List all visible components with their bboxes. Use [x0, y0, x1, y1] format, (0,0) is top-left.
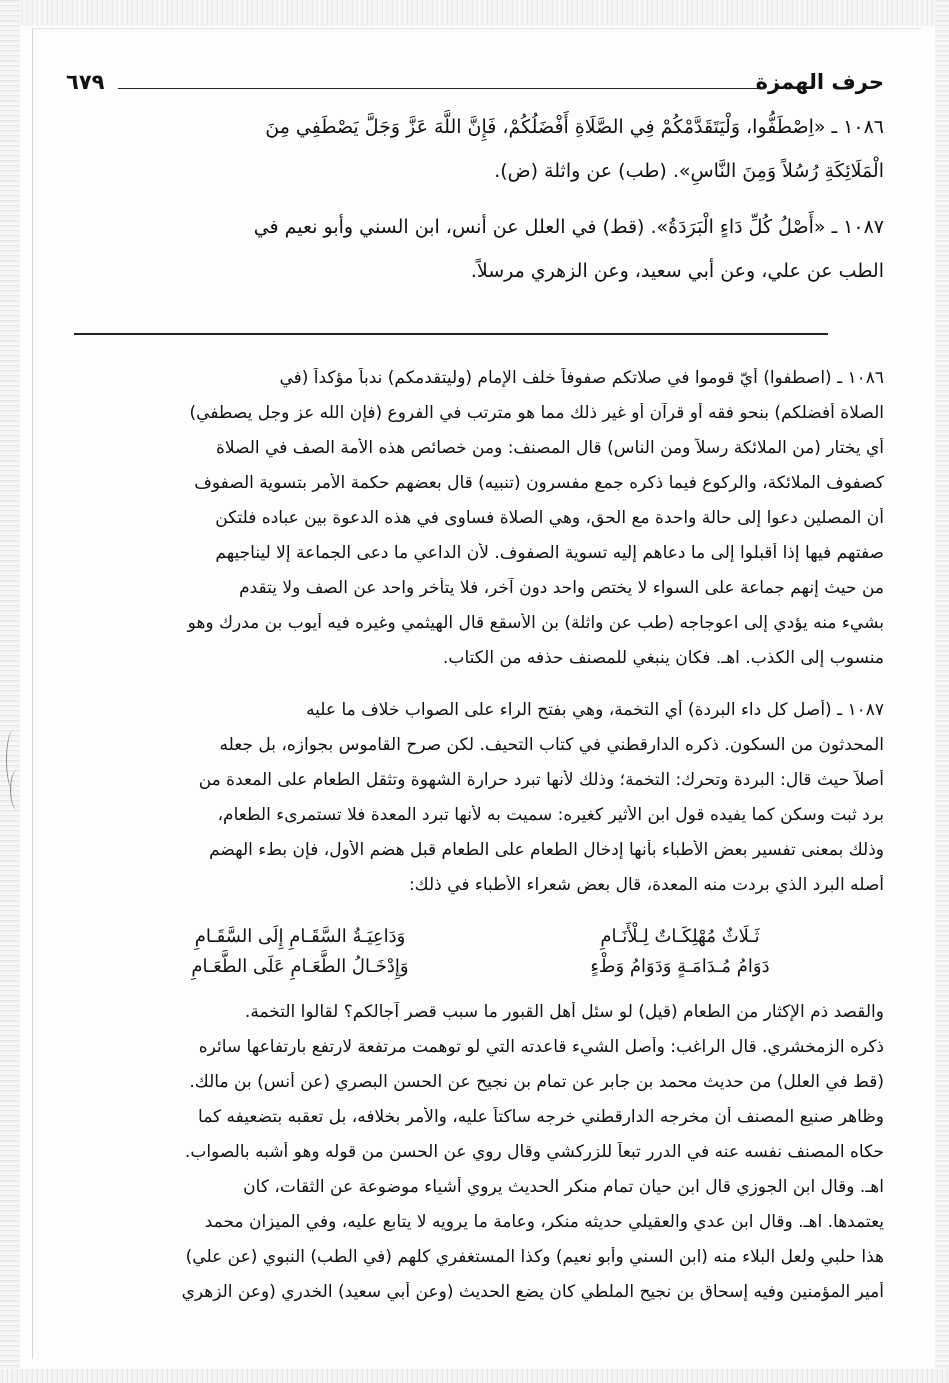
commentary-line: حكاه المصنف نفسه عنه في الدرر تبعاً للزركشي وقال روي عن الحسن من قوله وهو أشبه بالصواب. [184, 1142, 884, 1162]
commentary-line: المحدثون من السكون. ذكره الدارقطني في كتاب التحيف. لكن صرح القاموس بجوازه، بل جعله [219, 735, 884, 755]
chapter-title: حرف الهمزة [755, 70, 884, 94]
commentary-line: برد ثبت وسكن كما يفيده قول ابن الأثير كغيره: سميت به لأنها تبرد المعدة فلا تستمرىء الطعام، [217, 805, 884, 825]
scan-border-left [0, 0, 20, 1383]
poem-verse [140, 956, 840, 986]
commentary-line: بشيء منه يؤدي إلى اعوجاجه (طب عن واثلة) بن الأسقع قال الهيثمي وغيره فيه أيوب بن مدرك وهو [187, 613, 884, 633]
commentary-line: ذكره الزمخشري. قال الراغب: وأصل الشيء قاعدته التي لو توهمت مرتفعة لارتفع بارتفاعها سائره [198, 1037, 884, 1057]
poem-hemistich: دَوَامُ مُـدَامَـةٍ وَدَوَامُ وَطْءٍ [590, 956, 770, 977]
hadith-1086-line: الْمَلَائِكَةِ رُسُلاً وَمِنَ النَّاسِ». (طب) عن واثلة (ض). [494, 160, 884, 182]
commentary-line: صفتهم فيها إذا أقبلوا إلى ما دعاهم إليه تسوية الصفوف. لأن الداعي ما دعى الجماعة إلا ليناجيهم [215, 543, 884, 563]
commentary-line: أصله البرد الذي بردت منه المعدة، قال بعض شعراء الأطباء في ذلك: [408, 875, 884, 895]
commentary-1087-continued [70, 1002, 884, 1317]
header-rule [118, 88, 764, 89]
commentary-line: يعتمدها. اهـ. وقال ابن عدي والعقيلي حديثه منكر، وعامة ما يرويه لا يتابع عليه، وفي الميزان محمد [204, 1212, 884, 1232]
commentary-line: أن المصلين دعوا إلى حالة واحدة مع الحق، وهي الصلاة فساوى في هذه الدعوة بين عباده فلتكن [215, 508, 884, 528]
hadith-text [70, 118, 884, 306]
commentary-line: ١٠٨٧ ـ (أصل كل داء البردة) أي التخمة، وهي بفتح الراء على الصواب خلاف ما عليه [306, 700, 884, 720]
commentary-line: والقصد ذم الإكثار من الطعام (قيل) لو سئل أهل القبور ما سبب قصر آجالكم؟ لقالوا التخمة. [244, 1002, 884, 1022]
commentary-line: اهـ. وقال ابن الجوزي قال ابن حيان تمام منكر الحديث يروي أشياء موضوعة عن الثقات، كان [243, 1177, 884, 1197]
commentary-line: الصلاة أفضلكم) بنحو فقه أو قرآن أو غير ذلك مما هو مترتب في الفروع (فإن الله عز وجل يصطفي) [189, 403, 884, 423]
margin-pencil-mark [10, 770, 25, 810]
hadith-1087-line: الطب عن علي، وعن أبي سعيد، وعن الزهري مرسلاً. [470, 260, 884, 282]
page-number: ٦٧٩ [66, 70, 105, 94]
poem-verse [140, 926, 840, 956]
commentary-line: أي يختار (من الملائكة رسلاً ومن الناس) قال المصنف: ومن خصائص هذه الأمة الصف في الصلاة [215, 438, 884, 458]
poem-hemistich: وَإِدْخَـالُ الطَّعَـامِ عَلَى الطَّعَـامِ [191, 956, 409, 977]
commentary-1086 [70, 368, 884, 683]
commentary-line: أصلاً حيث قال: البردة وتحرك: التخمة؛ وذلك لأنها تبرد حرارة الشهوة وتثقل الطعام على المعدة من [198, 770, 884, 790]
poem-verses [140, 926, 840, 986]
running-header [66, 66, 884, 106]
footnote-divider [74, 333, 828, 335]
poem-hemistich: وَدَاعِيَـةُ السَّقَـامِ إِلَى السَّقَـامِ [194, 926, 406, 947]
commentary-line: من حيث إنهم جماعة على السواء لا يختص واحد دون آخر، فلا يتأخر واحد عن الصف ولا يتقدم [239, 578, 884, 598]
commentary-line: كصفوف الملائكة، والركوع فيما ذكره جمع مفسرون (تنبيه) قال بعضهم حكمة الأمر بتسوية الصفوف [194, 473, 884, 493]
commentary-line: منسوب إلى الكذب. اهـ. فكان ينبغي للمصنف حذفه من الكتاب. [443, 648, 884, 668]
commentary-line: أمير المؤمنين وفيه إسحاق بن نجيح الملطي كان يضع الحديث (وعن أبي سعيد) الخدري (وعن الزهري [181, 1282, 884, 1302]
commentary-line: وظاهر صنيع المصنف أن مخرجه الدارقطني خرجه ساكتاً عليه، والأمر بخلافه، بل تعقبه بتضعيفه كما [198, 1107, 884, 1127]
hadith-1086-line: ١٠٨٦ ـ «اِصْطَفُّوا، وَلْيَتَقَدَّمْكُمْ فِي الصَّلَاةِ أَفْضَلُكُمْ، فَإِنَّ اللَّهَ عَزَّ وَجَلَّ يَصْطَفِي مِنَ [265, 116, 884, 138]
scan-border-bottom [0, 1369, 949, 1383]
commentary-line: ١٠٨٦ ـ (اصطفوا) أيّ قوموا في صلاتكم صفوفاً خلف الإمام (وليتقدمكم) ندباً مؤكداً (في [279, 368, 884, 388]
commentary-line: (قط في العلل) من حديث محمد بن جابر عن تمام بن نجيح عن الحسن البصري (عن أنس) بن مالك. [189, 1072, 884, 1092]
commentary-1087 [70, 700, 884, 910]
commentary-line: وذلك بمعنى تفسير بعض الأطباء بأنها إدخال الطعام على الطعام قبل هضم الأول، فإن بطء الهضم [209, 840, 884, 860]
scan-border-right [935, 0, 949, 1383]
hadith-1087-line: ١٠٨٧ ـ «أَصْلُ كُلِّ دَاءٍ الْبَرَدَةُ». (قط) في العلل عن أنس، ابن السني وأبو نعيم في [253, 216, 884, 238]
scan-border-top [0, 0, 949, 26]
poem-hemistich: ثَـلَاثٌ مُهْلِكَـاتٌ لِـلْأَنَـامِ [600, 926, 760, 947]
commentary-line: هذا حلبي ولعل البلاء منه (ابن السني وأبو نعيم) وكذا المستغفري كلهم (في الطب) النبوي (عن علي) [185, 1247, 884, 1267]
